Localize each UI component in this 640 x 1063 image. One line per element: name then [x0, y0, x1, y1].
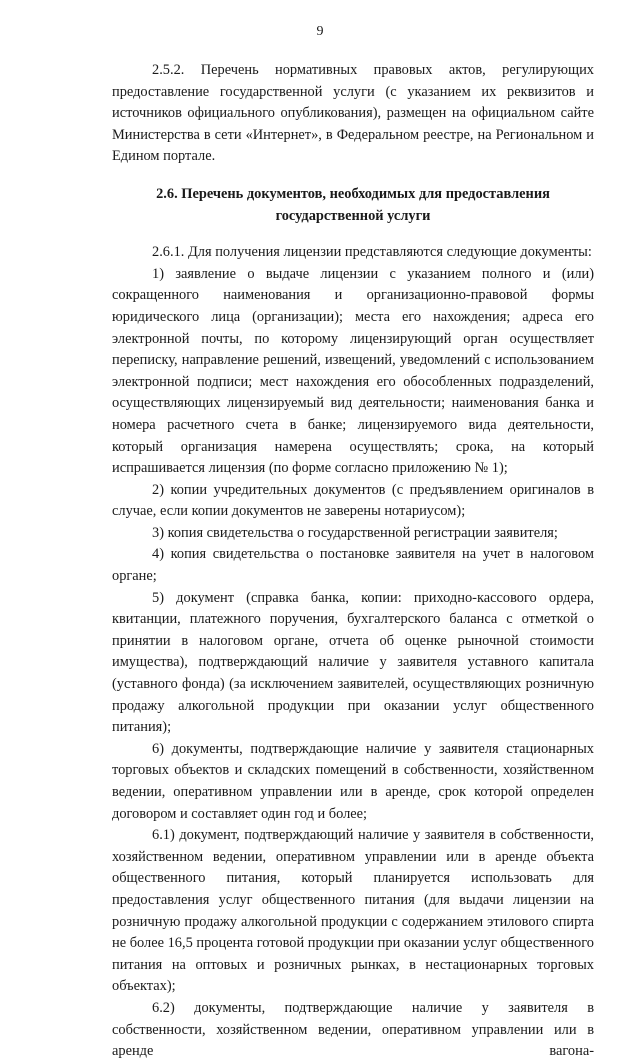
- list-item-4: 4) копия свидетельства о постановке заявителя на учет в налоговом органе;: [112, 546, 594, 585]
- list-item-6-1: 6.1) документ, подтверждающий наличие у заявителя в собственности, хозяйственном ведении, оперативном управлении или в аренде объекта общественного питания, который планируется использовать для предоставления услуг общественного питания (для выдачи лицензии на розничную продажу алкогольной продукции с содержанием этилового спирта не более 16,5 процента готовой продукции при оказании услуг общественного питания на оптовых и розничных рынках, в нестационарных торговых объектах);: [112, 827, 594, 995]
- list-item-6-2: 6.2) документы, подтверждающие наличие у заявителя в собственности, хозяйственном ведении, оперативном управлении или в аренде вагона-: [112, 999, 594, 1060]
- paragraph-2-6-1: 2.6.1. Для получения лицензии представляются следующие документы:: [152, 244, 592, 261]
- list-item-3: 3) копия свидетельства о государственной регистрации заявителя;: [152, 524, 558, 541]
- section-heading-2-6: 2.6. Перечень документов, необходимых для предоставления государственной услуги: [156, 185, 550, 224]
- paragraph-2-5-2: 2.5.2. Перечень нормативных правовых актов, регулирующих предоставление государственной услуги (с указанием их реквизитов и источников официального опубликования), размещен на официальном сайте Министерства в сети «Интернет», в Федеральном реестре, на Региональном и Едином портале.: [112, 62, 594, 165]
- document-body: [112, 60, 594, 1063]
- list-item-6: 6) документы, подтверждающие наличие у заявителя стационарных торговых объектов и складских помещений в собственности, хозяйственном ведении, оперативном управлении или в аренде, срок которой определен договором и составляет один год и более;: [112, 740, 594, 822]
- page-number: 9: [316, 24, 324, 39]
- list-item-5: 5) документ (справка банка, копии: приходно-кассового ордера, квитанции, платежного поручения, бухгалтерского баланса с отметкой о принятии в налоговом органе, отчета об оценке рыночной стоимости имущества), подтверждающий наличие у заявителя уставного капитала (уставного фонда) (за исключением заявителей, осуществляющих розничную продажу алкогольной продукции при оказании услуг общественного питания);: [112, 589, 594, 736]
- list-item-2: 2) копии учредительных документов (с предъявлением оригиналов в случае, если копии документов не заверены нотариусом);: [112, 481, 594, 520]
- list-item-1: 1) заявление о выдаче лицензии с указанием полного и (или) сокращенного наименования и организационно-правовой формы юридического лица (организации); места его нахождения; адреса его электронной почты, по которому лицензирующий орган осуществляет переписку, направление решений, извещений, уведомлений с использованием электронной подписи; мест нахождения его обособленных подразделений, осуществляющих лицензируемый вид деятельности; наименования банка и номера расчетного счета в банке; лицензируемого вида деятельности, который организация намерена осуществлять; срока, на который испрашивается лицензия (по форме согласно приложению № 1);: [112, 265, 594, 477]
